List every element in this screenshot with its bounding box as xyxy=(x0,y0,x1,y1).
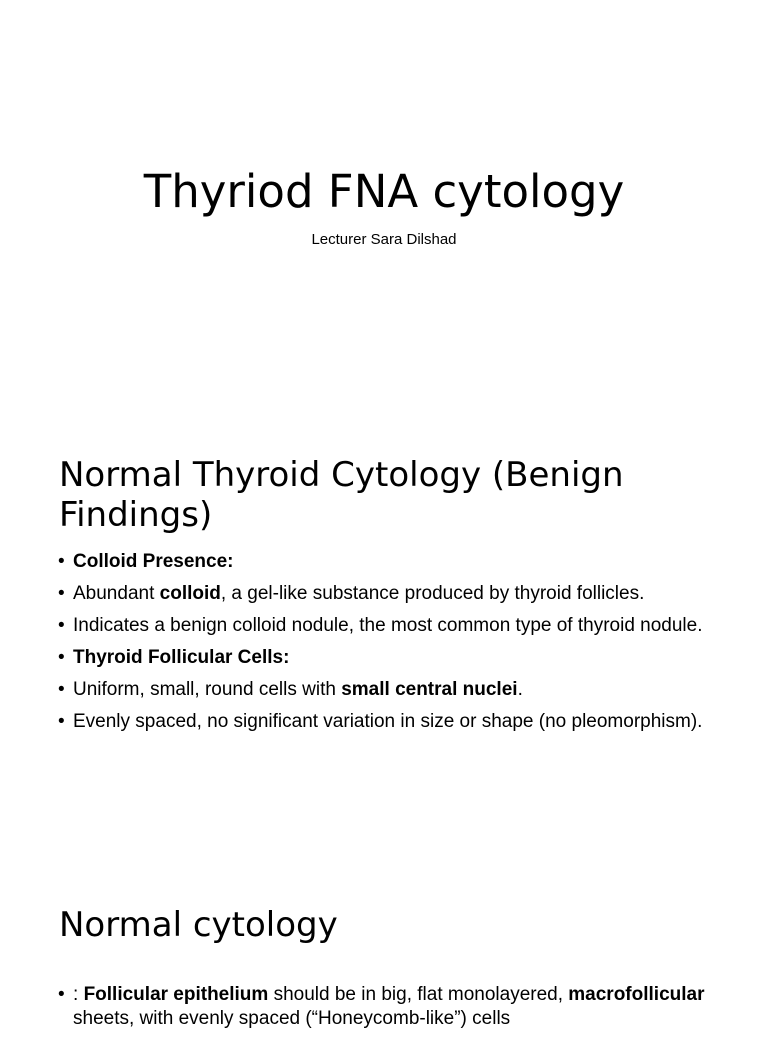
presentation-title: Thyriod FNA cytology xyxy=(143,165,625,218)
slide-heading-line-2: Findings) xyxy=(59,495,213,535)
bullet-text: : xyxy=(73,984,84,1005)
slide-heading xyxy=(59,455,739,535)
presenter-subtitle: Lecturer Sara Dilshad xyxy=(311,231,457,248)
benign-findings-slide xyxy=(0,455,768,805)
bullet-item xyxy=(58,550,718,574)
bullet-list xyxy=(58,983,718,1039)
bullet-text: , a gel-like substance produced by thyroid follicles. xyxy=(220,583,645,604)
bullet-bold: Follicular epithelium xyxy=(83,984,269,1005)
bullet-item xyxy=(58,614,718,638)
bullet-bold: colloid xyxy=(159,583,221,604)
bullet-bold: Thyroid Follicular Cells: xyxy=(73,647,290,668)
bullet-text: sheets, with evenly spaced (“Honeycomb-like”) cells xyxy=(73,1008,511,1029)
bullet-bold: macrofollicular xyxy=(568,984,705,1005)
bullet-list xyxy=(58,550,718,742)
normal-cytology-slide xyxy=(0,905,768,1029)
title-slide xyxy=(0,0,768,410)
bullet-item xyxy=(58,678,718,702)
bullet-text: Indicates a benign colloid nodule, the most common type of thyroid nodule. xyxy=(73,615,703,636)
bullet-item xyxy=(58,646,718,670)
bullet-text: . xyxy=(517,679,523,700)
bullet-bold: Colloid Presence: xyxy=(73,551,234,572)
bullet-text: Abundant xyxy=(73,583,160,604)
slide-heading-line-1: Normal Thyroid Cytology (Benign xyxy=(59,455,624,495)
bullet-item xyxy=(58,582,718,606)
slide-heading: Normal cytology xyxy=(59,905,338,945)
bullet-text: Evenly spaced, no significant variation in size or shape (no pleomorphism). xyxy=(73,711,703,732)
bullet-text: Uniform, small, round cells with xyxy=(73,679,342,700)
bullet-bold: small central nuclei xyxy=(341,679,518,700)
bullet-item xyxy=(58,710,718,734)
bullet-text: should be in big, flat monolayered, xyxy=(268,984,569,1005)
